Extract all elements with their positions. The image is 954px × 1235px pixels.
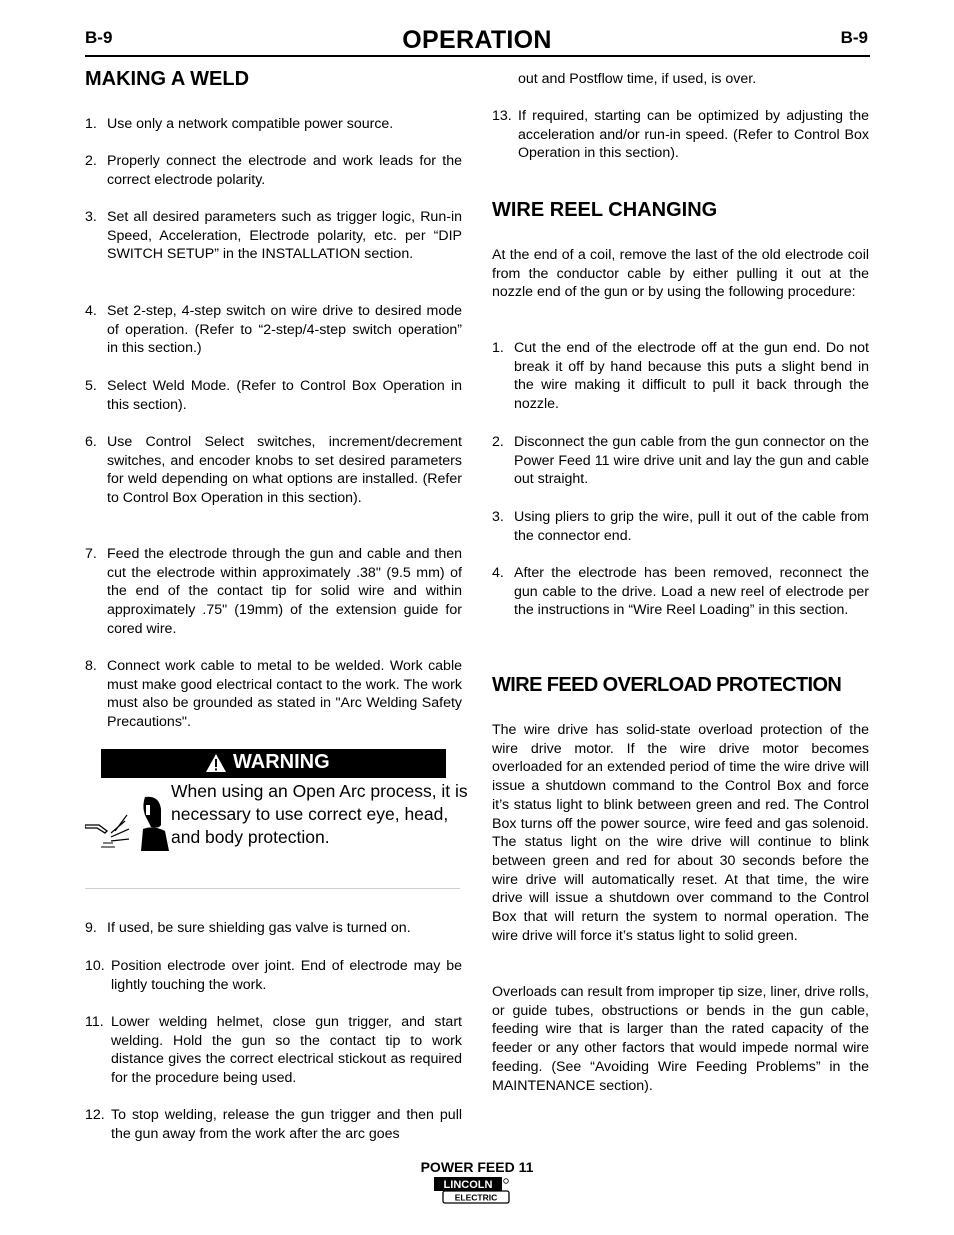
overload-protection-heading: WIRE FEED OVERLOAD PROTECTION [492,674,842,696]
step-number: 3. [85,209,97,225]
list-item [85,957,462,994]
section-separator [85,888,460,889]
list-item [85,433,462,508]
list-item [492,433,869,489]
step-number: 12. [85,1107,105,1123]
step-text: Using pliers to grip the wire, pull it out of the cable from the connector end. [514,509,869,544]
step-text: Disconnect the gun cable from the gun connector on the Power Feed 11 wire drive unit and lay the gun and cable out straight. [514,434,869,488]
wire-reel-changing-heading: WIRE REEL CHANGING [492,199,718,221]
list-item-continuation [492,70,869,89]
step-number: 11. [85,1014,104,1030]
list-item [85,1013,462,1088]
warning-label: WARNING [233,751,330,773]
step-text: Select Weld Mode. (Refer to Control Box Operation in this section). [107,378,462,413]
step-number: 4. [492,565,504,581]
list-item [492,508,869,545]
page-title: OPERATION [402,26,552,54]
step-text: Set all desired parameters such as trigger logic, Run-in Speed, Acceleration, Electrode polarity, etc. per “DIP SWITCH SETUP” in the INSTALLATION section. [107,209,462,263]
list-item [492,339,869,414]
step-text: out and Postflow time, if used, is over. [518,71,757,87]
step-text: Position electrode over joint. End of electrode may be lightly touching the work. [111,958,462,993]
list-item [85,545,462,639]
list-item [85,302,462,358]
list-item [492,107,869,163]
logo-text-top: LINCOLN [443,1179,493,1191]
step-number: 1. [85,116,97,132]
step-number: 5. [85,378,97,394]
list-item [492,564,869,620]
step-number: 10. [85,958,105,974]
lincoln-electric-logo [433,1176,511,1206]
welder-arc-icon [85,795,170,855]
step-number: 8. [85,658,97,674]
step-number: 7. [85,546,97,562]
list-item [85,152,462,189]
step-number: 13. [492,108,512,124]
list-item [85,657,462,732]
step-text: Use Control Select switches, increment/decrement switches, and encoder knobs to set desired parameters for weld depending on what options are installed. (Refer to Control Box Operation in this section). [107,434,462,507]
step-text: Feed the electrode through the gun and cable and then cut the electrode within approximately .38" (9.5 mm) of the end of the contact tip for solid wire and within approximately .75" (19mm) of the extension guide for cored wire. [107,546,462,637]
step-text: Lower welding helmet, close gun trigger, and start welding. Hold the gun so the contact tip to work distance gives the correct electrical stickout as required for the procedure being used. [111,1014,462,1087]
warning-banner [101,749,446,778]
list-item [85,1106,462,1143]
step-text: Use only a network compatible power source. [107,116,394,132]
step-number: 9. [85,920,97,936]
step-number: 2. [85,153,97,169]
page-number-right: B-9 [840,28,868,47]
step-text: To stop welding, release the gun trigger and then pull the gun away from the work after the arc goes [111,1107,462,1142]
step-text: Cut the end of the electrode off at the gun end. Do not break it off by hand because this puts a slight bend in the wire making it difficult to pull it back through the nozzle. [514,340,869,413]
header-rule [85,55,870,57]
logo-text-bottom: ELECTRIC [454,1192,498,1203]
list-item [85,208,462,264]
step-number: 1. [492,340,504,356]
step-number: 3. [492,509,504,525]
step-number: 4. [85,303,97,319]
overload-paragraph-2: Overloads can result from improper tip size, liner, drive rolls, or guide tubes, obstructions or bends in the gun cable, feeding wire that is larger than the rated capacity of the feeder or any other factors that would impede normal wire feeding. (See “Avoiding Wire Feeding Problems” in the MAINTENANCE section). [492,984,869,1094]
overload-paragraph-1: The wire drive has solid-state overload protection of the wire drive motor. If the wire drive motor becomes overloaded for an extended period of time the wire drive will issue a shutdown command to the Control Box and force it’s status light to blink between green and red. The Control Box turns off the power source, wire feed and gas solenoid. The status light on the wire drive will continue to blink between green and red for about 30 seconds before the wire drive will automatically reset. At that time, the wire drive will issue a shutdown over command to the Control Box that will return the system to normal operation. The wire drive will force it’s status light to solid green. [492,722,869,944]
step-text: After the electrode has been removed, reconnect the gun cable to the drive. Load a new reel of electrode per the instructions in “Wire Reel Loading” in this section. [514,565,869,619]
page-number-left: B-9 [85,28,113,47]
step-number: 2. [492,434,504,450]
list-item [85,919,462,938]
step-text: Set 2-step, 4-step switch on wire drive to desired mode of operation. (Refer to “2-step/4-step switch operation” in this section.) [107,303,462,357]
warning-triangle-icon [205,753,227,773]
making-a-weld-heading: MAKING A WELD [85,68,250,90]
warning-text: When using an Open Arc process, it is necessary to use correct eye, head, and body protection. [171,781,468,847]
list-item [85,377,462,414]
step-text: Properly connect the electrode and work leads for the correct electrode polarity. [107,153,462,188]
step-text: Connect work cable to metal to be welded. Work cable must make good electrical contact to the work. The work must also be grounded as stated in "Arc Welding Safety Precautions". [107,658,462,731]
step-text: If required, starting can be optimized by adjusting the acceleration and/or run-in speed. (Refer to Control Box Operation in this section). [518,108,869,162]
step-number: 6. [85,434,97,450]
footer-product-name: POWER FEED 11 [420,1159,534,1175]
list-item [85,115,462,134]
step-text: If used, be sure shielding gas valve is turned on. [107,920,411,936]
wire-reel-intro: At the end of a coil, remove the last of the old electrode coil from the conductor cable by either pulling it out at the nozzle end of the gun or by using the following procedure: [492,247,869,301]
